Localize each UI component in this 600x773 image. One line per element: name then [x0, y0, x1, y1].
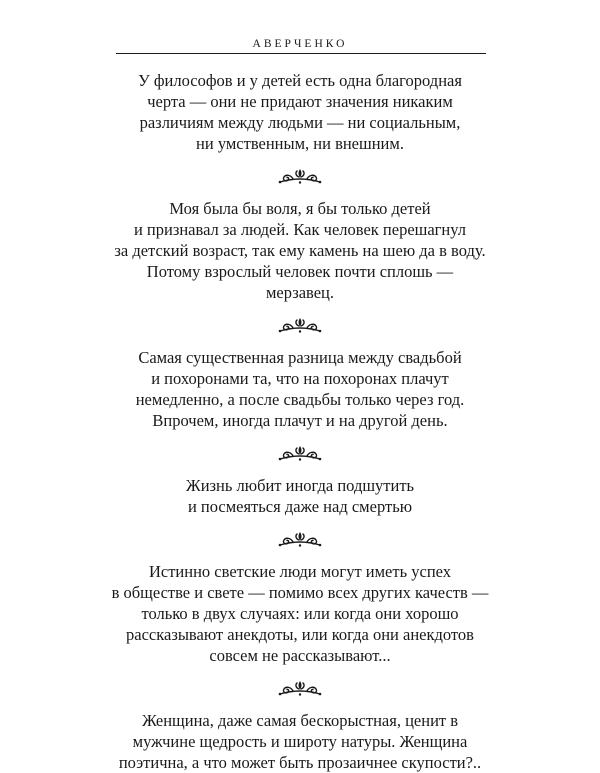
ornament-divider [90, 517, 510, 561]
aphorism [90, 198, 510, 303]
ornament-divider [90, 154, 510, 198]
aphorism-line: и признавал за людей. Как человек перешагнул [133, 220, 467, 239]
aphorism-line: мерзавец. [265, 283, 335, 302]
aphorism-line: Самая существенная разница между свадьбой [138, 348, 462, 367]
aphorism-line: Жизнь любит иногда подшутить [185, 476, 415, 495]
aphorism-line: и посмеяться даже над смертью [187, 497, 413, 516]
aphorism-line: Потому взрослый человек почти сплошь — [146, 262, 454, 281]
ornament-divider [90, 666, 510, 710]
scroll-ornament-icon [277, 166, 323, 186]
aphorism-line: поэтична, а что может быть прозаичнее скупости?.. [118, 753, 482, 772]
scroll-ornament-icon [277, 678, 323, 698]
aphorism-line: в обществе и свете — помимо всех других качеств — [111, 583, 489, 602]
aphorism [90, 475, 510, 517]
aphorism-line: Впрочем, иногда плачут и на другой день. [152, 411, 448, 430]
scroll-ornament-icon [277, 443, 323, 463]
aphorism-line: мужчине щедрость и широту натуры. Женщина [132, 732, 468, 751]
header-rule [116, 53, 486, 54]
aphorism-line: Истинно светские люди могут иметь успех [148, 562, 452, 581]
aphorism-line: за детский возраст, так ему камень на шею да в воду. [114, 241, 486, 260]
aphorism-line: Моя была бы воля, я бы только детей [169, 199, 431, 218]
aphorism [90, 561, 510, 666]
aphorism [90, 70, 510, 154]
aphorism-line: ни умственным, ни внешним. [196, 134, 404, 153]
aphorism-line: только в двух случаях: или когда они хорошо [141, 604, 459, 623]
aphorism-line: и похоронами та, что на похоронах плачут [151, 369, 449, 388]
aphorism-list [90, 70, 510, 773]
ornament-divider [90, 431, 510, 475]
aphorism-line: рассказывают анекдоты, или когда они анекдотов [126, 625, 474, 644]
aphorism-line: Женщина, даже самая бескорыстная, ценит в [141, 711, 459, 730]
scroll-ornament-icon [277, 529, 323, 549]
aphorism [90, 710, 510, 773]
aphorism-line: различиям между людьми — ни социальным, [139, 113, 461, 132]
ornament-divider [90, 303, 510, 347]
aphorism-line: немедленно, а после свадьбы только через год. [135, 390, 465, 409]
scroll-ornament-icon [277, 315, 323, 335]
aphorism-line: У философов и у детей есть одна благородная [138, 71, 462, 90]
aphorism-line: совсем не рассказывают... [209, 646, 391, 665]
running-head: АВЕРЧЕНКО [252, 38, 348, 50]
aphorism [90, 347, 510, 431]
aphorism-line: черта — они не придают значения никаким [147, 92, 453, 111]
